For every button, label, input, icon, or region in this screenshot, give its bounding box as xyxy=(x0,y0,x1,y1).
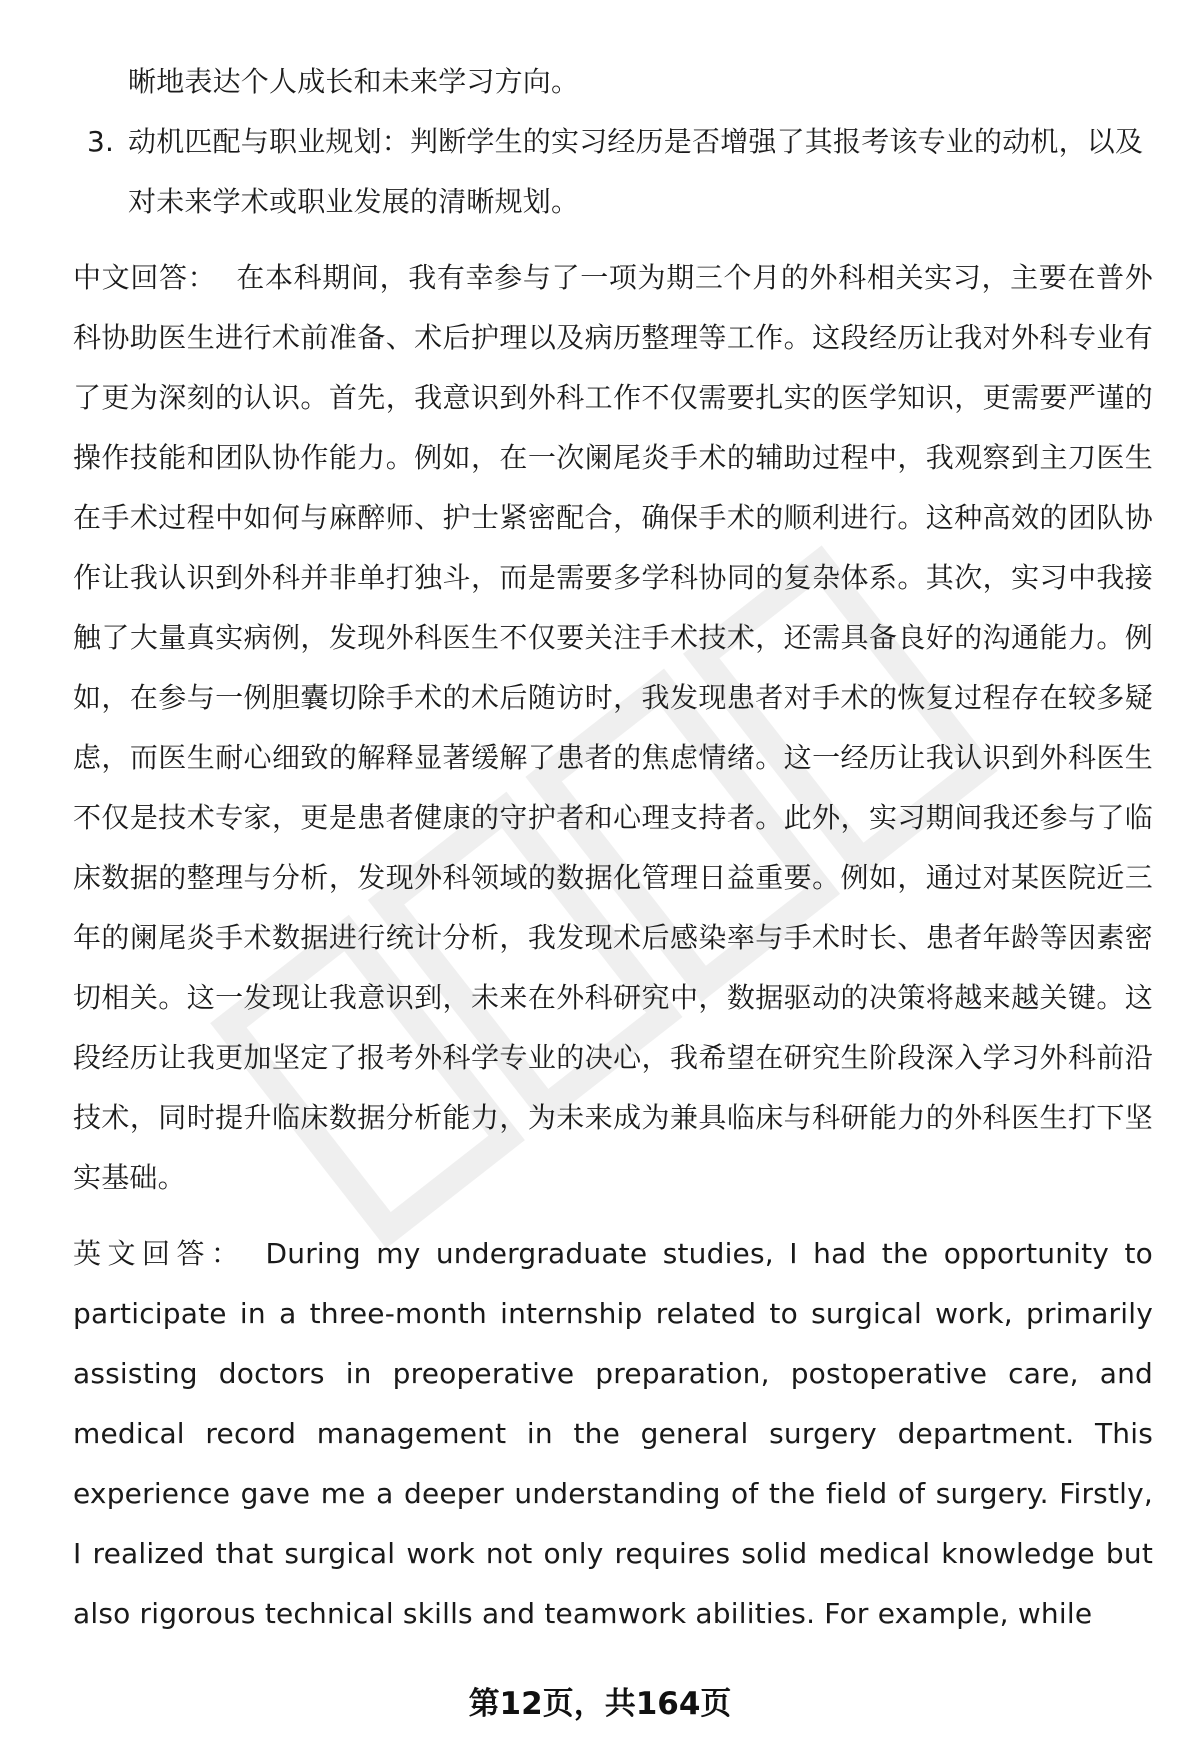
english-answer-label: 英文回答： xyxy=(73,1237,246,1270)
list-item-number: 3. xyxy=(87,125,115,158)
chinese-answer-label: 中文回答： xyxy=(73,261,217,294)
document-body xyxy=(73,52,1153,1644)
chinese-answer-text: 在本科期间，我有幸参与了一项为期三个月的外科相关实习，主要在普外科协助医生进行术前准备、术后护理以及病历整理等工作。这段经历让我对外科专业有了更为深刻的认识。首先，我意识到外科工作不仅需要扎实的医学知识，更需要严谨的操作技能和团队协作能力。例如，在一次阑尾炎手术的辅助过程中，我观察到主刀医生在手术过程中如何与麻醉师、护士紧密配合，确保手术的顺利进行。这种高效的团队协作让我认识到外科并非单打独斗，而是需要多学科协同的复杂体系。其次，实习中我接触了大量真实病例，发现外科医生不仅要关注手术技术，还需具备良好的沟通能力。例如，在参与一例胆囊切除手术的术后随访时，我发现患者对手术的恢复过程存在较多疑虑，而医生耐心细致的解释显著缓解了患者的焦虑情绪。这一经历让我认识到外科医生不仅是技术专家，更是患者健康的守护者和心理支持者。此外，实习期间我还参与了临床数据的整理与分析，发现外科领域的数据化管理日益重要。例如，通过对某医院近三年的阑尾炎手术数据进行统计分析，我发现术后感染率与手术时长、患者年龄等因素密切相关。这一发现让我意识到，未来在外科研究中，数据驱动的决策将越来越关键。这段经历让我更加坚定了报考外科学专业的决心，我希望在研究生阶段深入学习外科前沿技术，同时提升临床数据分析能力，为未来成为兼具临床与科研能力的外科医生打下坚实基础。 xyxy=(73,261,1153,1194)
page-number: 第12页，共164页 xyxy=(468,1686,732,1722)
english-answer-text: During my undergraduate studies, I had the opportunity to participate in a three-month internship related to surgical work, primarily assisting doctors in preoperative preparation, postoperative care, and medical record management in the general surgery department. This experience gave me a deeper understanding of the field of surgery. Firstly, I realized that surgical work not only requires solid medical knowledge but also rigorous technical skills and teamwork abilities. For example, while xyxy=(73,1237,1153,1630)
chinese-answer-paragraph xyxy=(73,248,1153,1208)
list-item xyxy=(73,112,1153,232)
list-item-text: 动机匹配与职业规划：判断学生的实习经历是否增强了其报考该专业的动机，以及对未来学术或职业发展的清晰规划。 xyxy=(128,125,1144,218)
list-continuation: 晰地表达个人成长和未来学习方向。 xyxy=(128,65,580,98)
english-answer-paragraph xyxy=(73,1224,1153,1644)
